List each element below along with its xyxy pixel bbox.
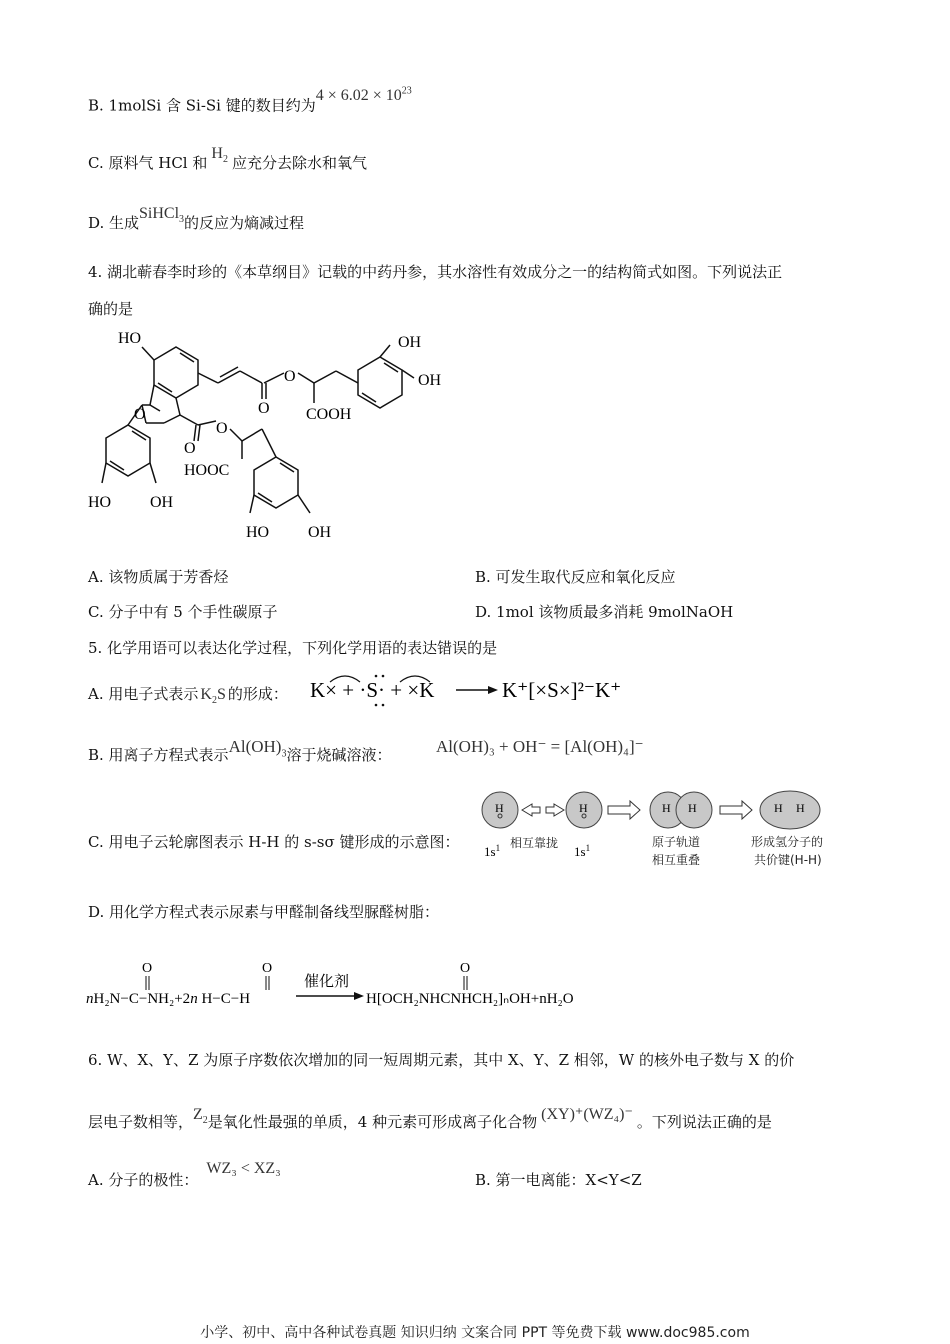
svg-text:H: H bbox=[662, 801, 671, 815]
label-cooh: COOH bbox=[306, 406, 352, 423]
svg-text:K⁺[×S×]²⁻K⁺: K⁺[×S×]²⁻K⁺ bbox=[502, 678, 622, 702]
label-o-ester2: O bbox=[216, 420, 228, 437]
svg-text:H: H bbox=[495, 801, 504, 815]
svg-text:原子轨道: 原子轨道 bbox=[652, 835, 701, 849]
q5-option-d-equation bbox=[86, 956, 646, 1012]
svg-text:催化剂: 催化剂 bbox=[304, 974, 350, 990]
svg-text:H: H bbox=[688, 801, 697, 815]
q3-option-d: D. 生成SiHCl$_3$的反应为熵减过程 bbox=[88, 205, 305, 232]
label-o-ester1: O bbox=[284, 368, 296, 385]
label-hooc: HOOC bbox=[184, 462, 230, 479]
svg-text:1s1: $1s^1$ bbox=[484, 843, 501, 859]
q6-option-b: B. 第一电离能：X<Y<Z bbox=[475, 1171, 642, 1189]
q4-option-b: B. 可发生取代反应和氧化反应 bbox=[475, 568, 676, 586]
q5-option-b-equation: Al(OH)₃ + OH⁻ = [Al(OH)₄]⁻ bbox=[436, 737, 644, 756]
label-ho-bottom: HO bbox=[246, 524, 270, 541]
q5-option-a-electron-formula bbox=[310, 670, 640, 710]
label-oh-a: OH bbox=[398, 334, 422, 351]
svg-text:共价键(H-H): 共价键(H-H) bbox=[754, 853, 822, 867]
q4-stem-line1: 4. 湖北蕲春李时珍的《本草纲目》记载的中药丹参，其水溶性有效成分之一的结构简式如图。下列说法正 bbox=[88, 263, 783, 281]
q4-option-c: C. 分子中有 5 个手性碳原子 bbox=[88, 603, 278, 621]
label-o-carbonyl1: O bbox=[258, 400, 270, 417]
svg-text:H: H bbox=[796, 801, 805, 815]
q5-option-b: B. 用离子方程式表示$Al(OH)_3$溶于烧碱溶液： bbox=[88, 737, 392, 764]
svg-text:O: O bbox=[142, 961, 153, 976]
svg-text:H: H bbox=[579, 801, 588, 815]
label-ho-top: HO bbox=[118, 330, 142, 347]
label-ho-left: HO bbox=[88, 494, 112, 511]
q4-structure-diagram bbox=[80, 325, 480, 545]
q5-option-d: D. 用化学方程式表示尿素与甲醛制备线型脲醛树脂： bbox=[88, 903, 440, 921]
q3-option-b-text: B. 1molSi 含 Si-Si 键的数目约为 bbox=[88, 96, 316, 115]
q4-option-d: D. 1mol 该物质最多消耗 9molNaOH bbox=[475, 603, 734, 621]
q5-stem: 5. 化学用语可以表达化学过程，下列化学用语的表达错误的是 bbox=[88, 639, 498, 657]
q3-option-d-math: SiHCl$_3$ bbox=[139, 205, 185, 226]
svg-text:相互重叠: 相互重叠 bbox=[652, 853, 701, 867]
q4-option-a: A. 该物质属于芳香烃 bbox=[88, 568, 229, 586]
label-oh-b: OH bbox=[418, 372, 442, 389]
svg-text:相互靠拢: 相互靠拢 bbox=[510, 836, 559, 850]
q4-stem-line2: 确的是 bbox=[88, 300, 134, 318]
svg-text:O: O bbox=[262, 961, 273, 976]
q6-stem-line1: 6. W、X、Y、Z 为原子序数依次增加的同一短周期元素，其中 X、Y、Z 相邻，W 的核外电子数与 X 的价 bbox=[88, 1051, 795, 1069]
page-footer: 小学、初中、高中各种试卷真题 知识归纳 文案合同 PPT 等免费下载 www.doc985.com bbox=[200, 1325, 750, 1341]
svg-text:H[OCH₂NHCNHCH₂]ₙOH+nH₂O: H[OCH₂NHCNHCH₂]ₙOH+nH₂O bbox=[366, 991, 574, 1007]
svg-text:nH₂N−C−NH₂+2n H−C−H: nH₂N−C−NH₂+2n H−C−H bbox=[86, 991, 251, 1007]
q3-option-b-math: $4 \times 6.02 \times 10^{23}$ bbox=[315, 86, 412, 105]
q5-option-a: A. 用电子式表示 $K_2S$ 的形成： bbox=[88, 685, 288, 707]
q6-stem-line2: 层电子数相等，$Z_2$是氧化性最强的单质，4 种元素可形成离子化合物 (XY)⁺(WZ₄)⁻ 。下列说法正确的是 bbox=[88, 1106, 772, 1131]
q3-option-c-math: $H_2$ bbox=[211, 145, 228, 166]
q6-option-a: A. 分子的极性：WZ₃ < XZ₃ bbox=[88, 1160, 281, 1189]
svg-text:H: H bbox=[774, 801, 783, 815]
q3-option-c: C. 原料气 HCl 和$H_2$ 应充分去除水和氧气 bbox=[88, 145, 367, 172]
svg-text:O: O bbox=[460, 961, 471, 976]
label-oh-left: OH bbox=[150, 494, 174, 511]
label-o-carbonyl2: O bbox=[184, 440, 196, 457]
svg-text:K× + ·S· + ×K: K× + ·S· + ×K bbox=[310, 678, 435, 702]
q5-option-c-orbital-diagram bbox=[476, 786, 846, 876]
svg-text:形成氢分子的: 形成氢分子的 bbox=[751, 835, 824, 849]
svg-text:1s1: $1s^1$ bbox=[574, 843, 591, 859]
q5-option-c: C. 用电子云轮廓图表示 H-H 的 s-sσ 键形成的示意图： bbox=[88, 833, 460, 851]
label-oh-bottom: OH bbox=[308, 524, 332, 541]
label-o-ring: O bbox=[134, 406, 146, 423]
q3-option-b bbox=[88, 86, 412, 116]
